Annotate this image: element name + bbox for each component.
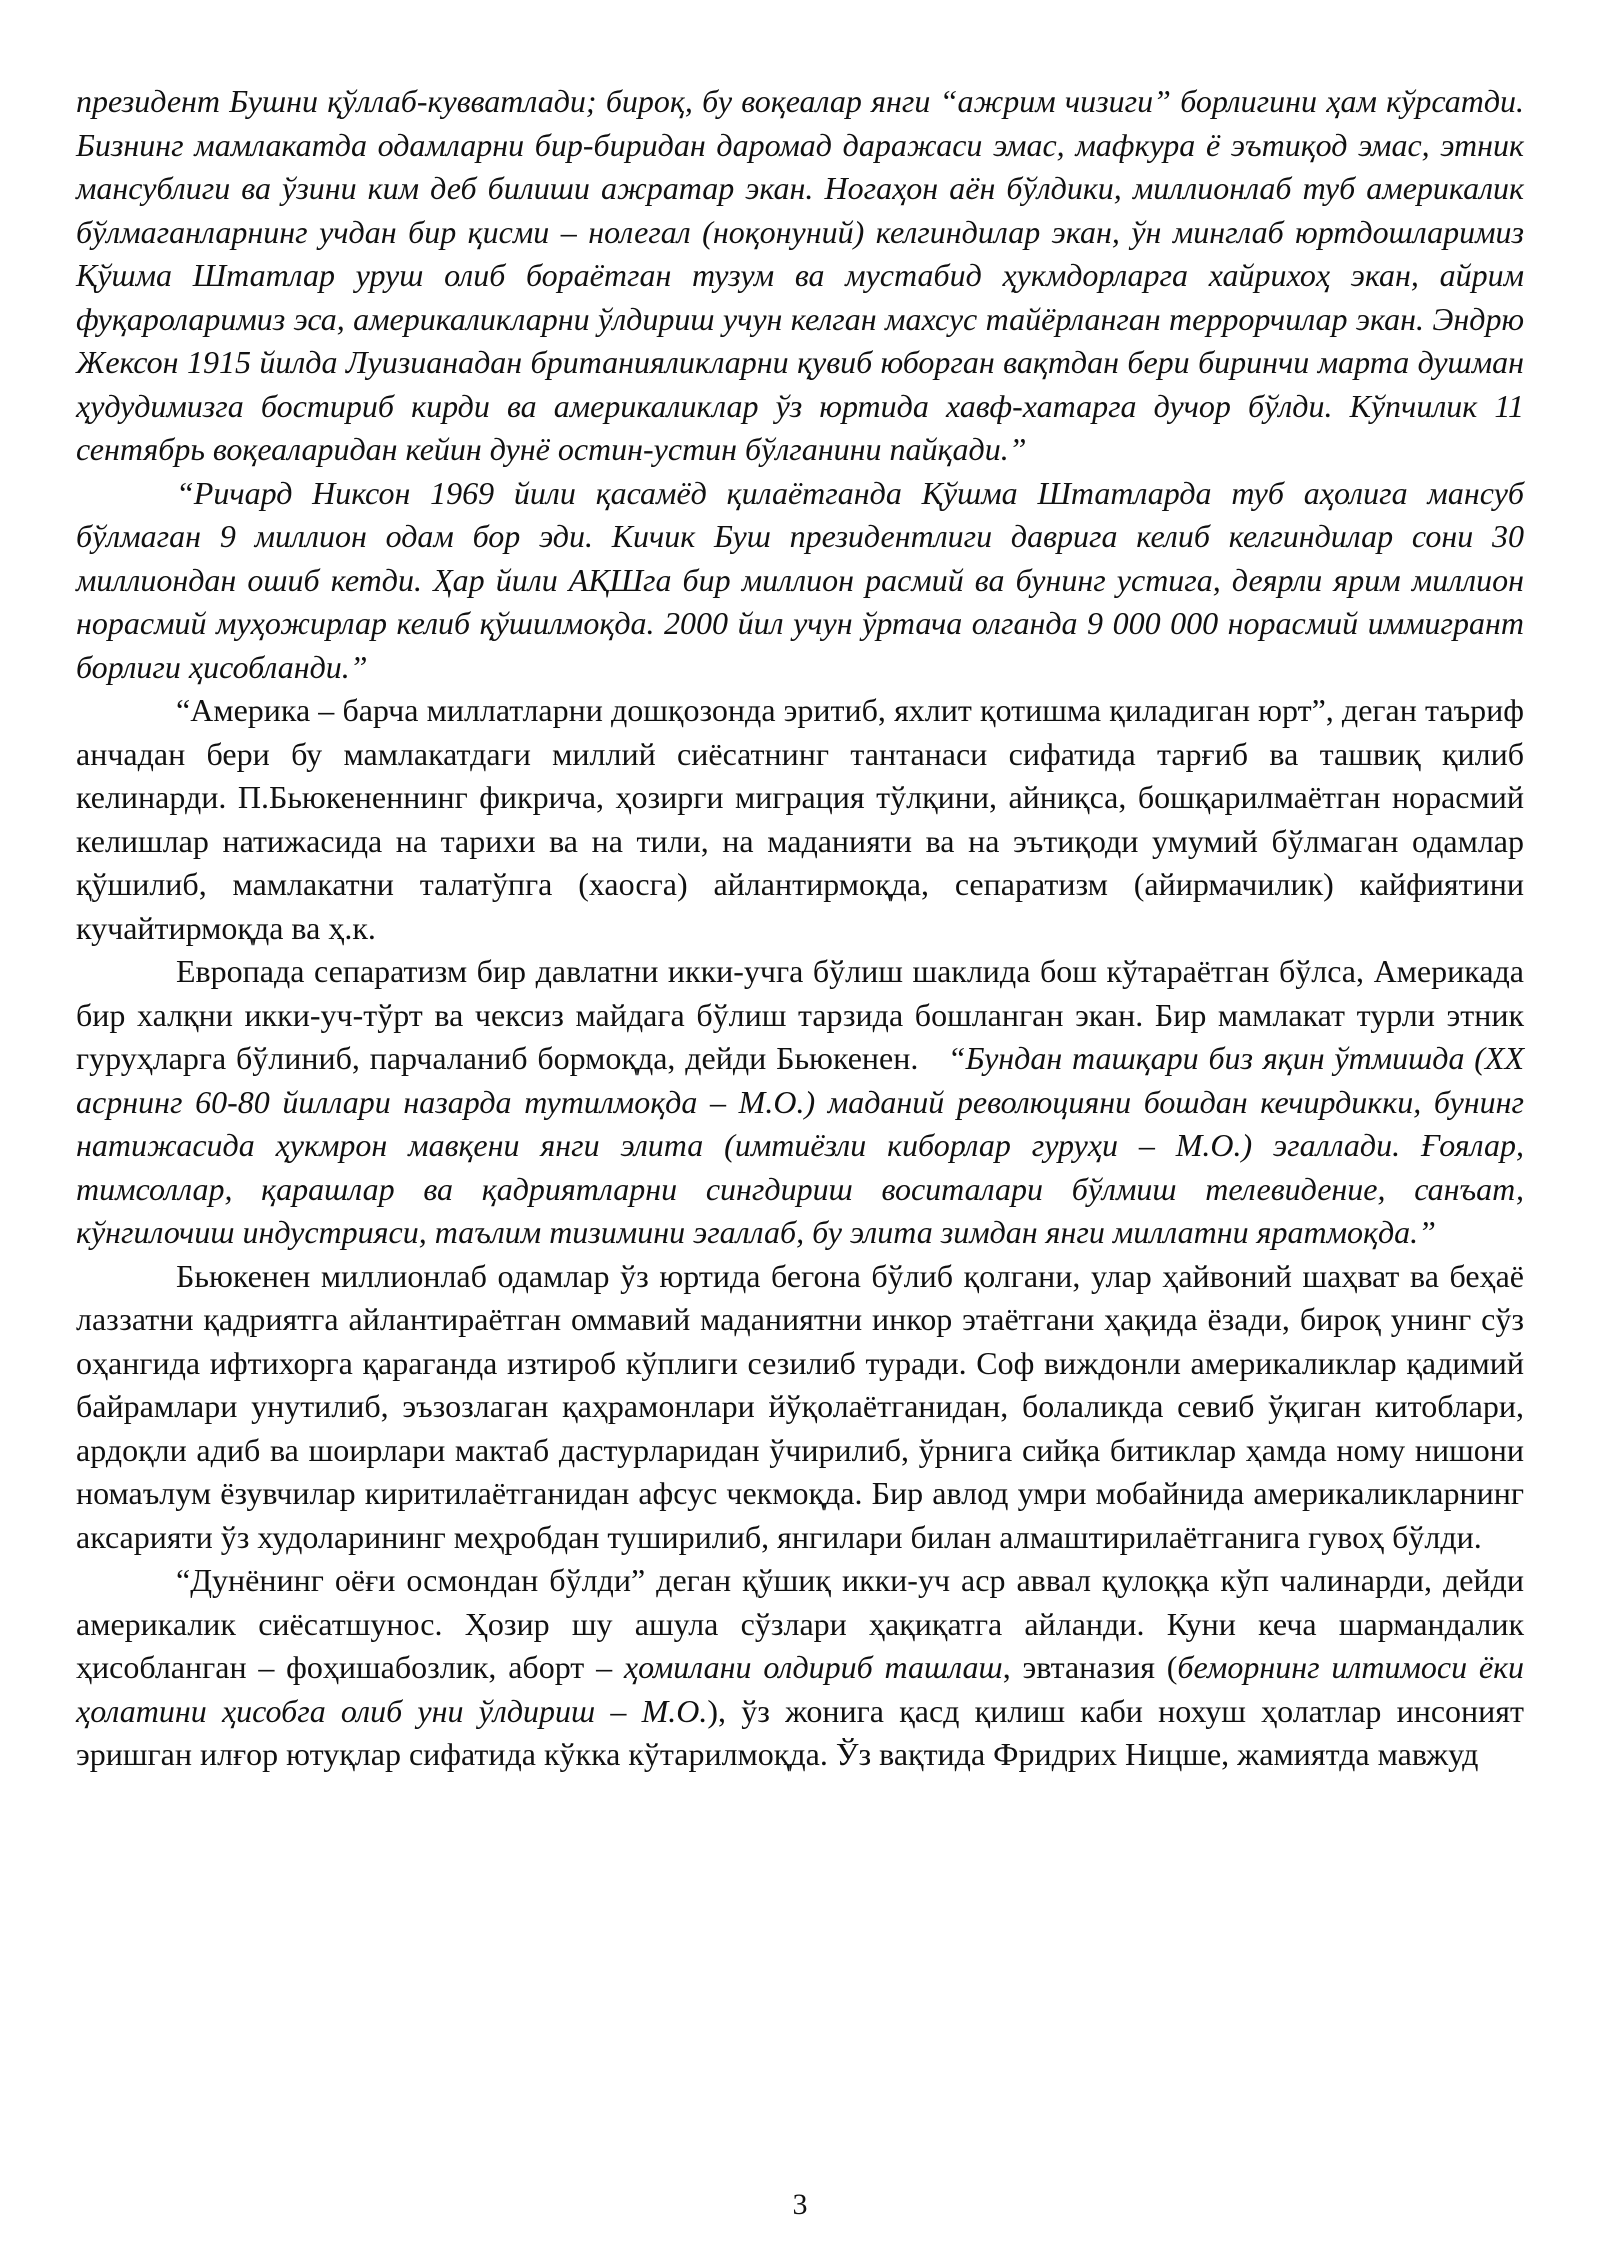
paragraph-buchanan-culture: Бьюкенен миллионлаб одамлар ўз юртида бегона бўлиб қолгани, улар ҳайвоний шаҳват ва беҳаё лаззатни қадриятга айлантираётган оммавий маданиятни инкор этаётгани ҳақида ёзади, бироқ унинг сўз оҳангида ифтихорга қараганда изтироб кўплиги сезилиб туради. Соф виждонли америкаликлар қадимий байрамлари унутилиб, эъзозлаган қаҳрамонлари йўқолаётганидан, болаликда севиб ўқиган китоблари, ардоқли адиб ва шоирлари мактаб дастурларидан ўчирилиб, ўрнига сийқа битиклар ҳамда ному нишони номаълум ёзувчилар киритилаётганидан афсус чекмоқда. Бир авлод умри мобайнида америкаликларнинг аксарияти ўз худоларининг меҳробдан туширилиб, янгилари билан алмаштирилаётганига гувоҳ бўлди. bbox=[76, 1257, 1524, 1555]
paragraph-nixon-quote: “Ричард Никсон 1969 йили қасамёд қилаётганда Қўшма Штатларда туб аҳолига мансуб бўлмаган 9 миллион одам бор эди. Кичик Буш президентлиги даврига келиб келгиндилар сони 30 миллиондан ошиб кетди. Ҳар йили АҚШга бир миллион расмий ва бунинг устига, деярли ярим миллион норасмий муҳожирлар келиб қўшилмоқда. 2000 йил учун ўртача олганда 9 000 000 норасмий иммигрант борлиги ҳисобланди.” bbox=[76, 474, 1524, 685]
upside-down-text-1: “Дунёнинг оёғи осмондан бўлди” деган қўшиқ икки-уч аср аввал қулоққа кўп чалинарди, дейди америкалик сиёсатшунос. Ҳозир шу ашула сўзлари ҳақиқатга айланди. Куни кеча шармандалик ҳисобланган – фоҳишабозлик, аборт – bbox=[76, 1562, 1524, 1685]
page-number: 3 bbox=[792, 2188, 808, 2221]
paragraph-world-upside-down bbox=[76, 1559, 1524, 1777]
separatism-text: Европада сепаратизм бир давлатни икки-учга бўлиш шаклида бош кўтараётган бўлса, Америкада бир халқни икки-уч-тўрт ва чексиз майдага бўлиш тарзида бошланган экан. Бир мамлакат турли этник гуруҳларга бўлиниб, парчаланиб бормоқда, дейди Бьюкенен. bbox=[76, 953, 1524, 1076]
paragraph-quote-continuation: президент Бушни қўллаб-кувватлади; бироқ, бу воқеалар янги “ажрим чизиги” борлигини ҳам кўрсатди. Бизнинг мамлакатда одамларни бир-биридан даромад даражаси эмас, мафкура ё эътиқод эмас, этник мансублиги ва ўзини ким деб билиши ажратар экан. Ногаҳон аён бўлдики, миллионлаб туб америкалик бўлмаганларнинг учдан бир қисми – нолегал (ноқонуний) келгиндилар экан, ўн минглаб юртдошларимиз Қўшма Штатлар уруш олиб бораётган тузум ва мустабид ҳукмдорларга хайрихоҳ экан, айрим фуқароларимиз эса, америкаликларни ўлдириш учун келган махсус тайёрланган террорчилар экан. Эндрю Жексон 1915 йилда Луизианадан британияликларни қувиб юборган вақтдан бери биринчи марта душман ҳудудимизга бостириб кирди ва америкаликлар ўз юртида хавф-хатарга дучор бўлди. Кўпчилик 11 сентябрь воқеаларидан кейин дунё остин-устин бўлганини пайқади.” bbox=[76, 83, 1524, 467]
upside-down-text-2: , эвтаназия ( bbox=[1002, 1649, 1178, 1685]
upside-down-italic-2: беморнинг илтимоси ёки ҳолатини ҳисобга олиб уни ўлдириш – М.О. bbox=[76, 1649, 1525, 1729]
upside-down-italic-1: ҳомилани олдириб ташлаш bbox=[623, 1649, 1003, 1685]
separatism-quote: “Бундан ташқари биз яқин ўтмишда (XX асрнинг 60-80 йиллари назарда тутилмоқда – М.О.) маданий революцияни бошдан кечирдикки, бунинг натижасида ҳукмрон мавқени янги элита (имтиёзли киборлар гуруҳи – М.О.) эгаллади. Ғоялар, тимсоллар, қарашлар ва қадриятларни сингдириш воситалари бўлмиш телевидение, санъат, кўнгилочиш индустрияси, таълим тизимини эгаллаб, бу элита зимдан янги миллатни яратмоқда.” bbox=[76, 1040, 1525, 1250]
paragraph-separatism bbox=[76, 950, 1524, 1255]
upside-down-text-3: ), ўз жонига қасд қилиш каби нохуш ҳолатлар инсоният эришган илғор ютуқлар сифатида кўкка кўтарилмоқда. Ўз вақтида Фридрих Ницше, жамиятда мавжуд bbox=[76, 1692, 1525, 1772]
paragraph-melting-pot: “Америка – барча миллатларни дошқозонда эритиб, яхлит қотишма қиладиган юрт”, деган таъриф анчадан бери бу мамлакатдаги миллий сиёсатнинг тантанаси сифатида тарғиб ва ташвиқ қилиб келинарди. П.Бьюкененнинг фикрича, ҳозирги миграция тўлқини, айниқса, бошқарилмаётган норасмий келишлар натижасида на тарихи ва на тили, на маданияти ва на эътиқоди умумий бўлмаган одамлар қўшилиб, мамлакатни талатўпга (хаосга) айлантирмоқда, сепаратизм (айирмачилик) кайфиятини кучайтирмоқда ва ҳ.к. bbox=[76, 692, 1524, 946]
